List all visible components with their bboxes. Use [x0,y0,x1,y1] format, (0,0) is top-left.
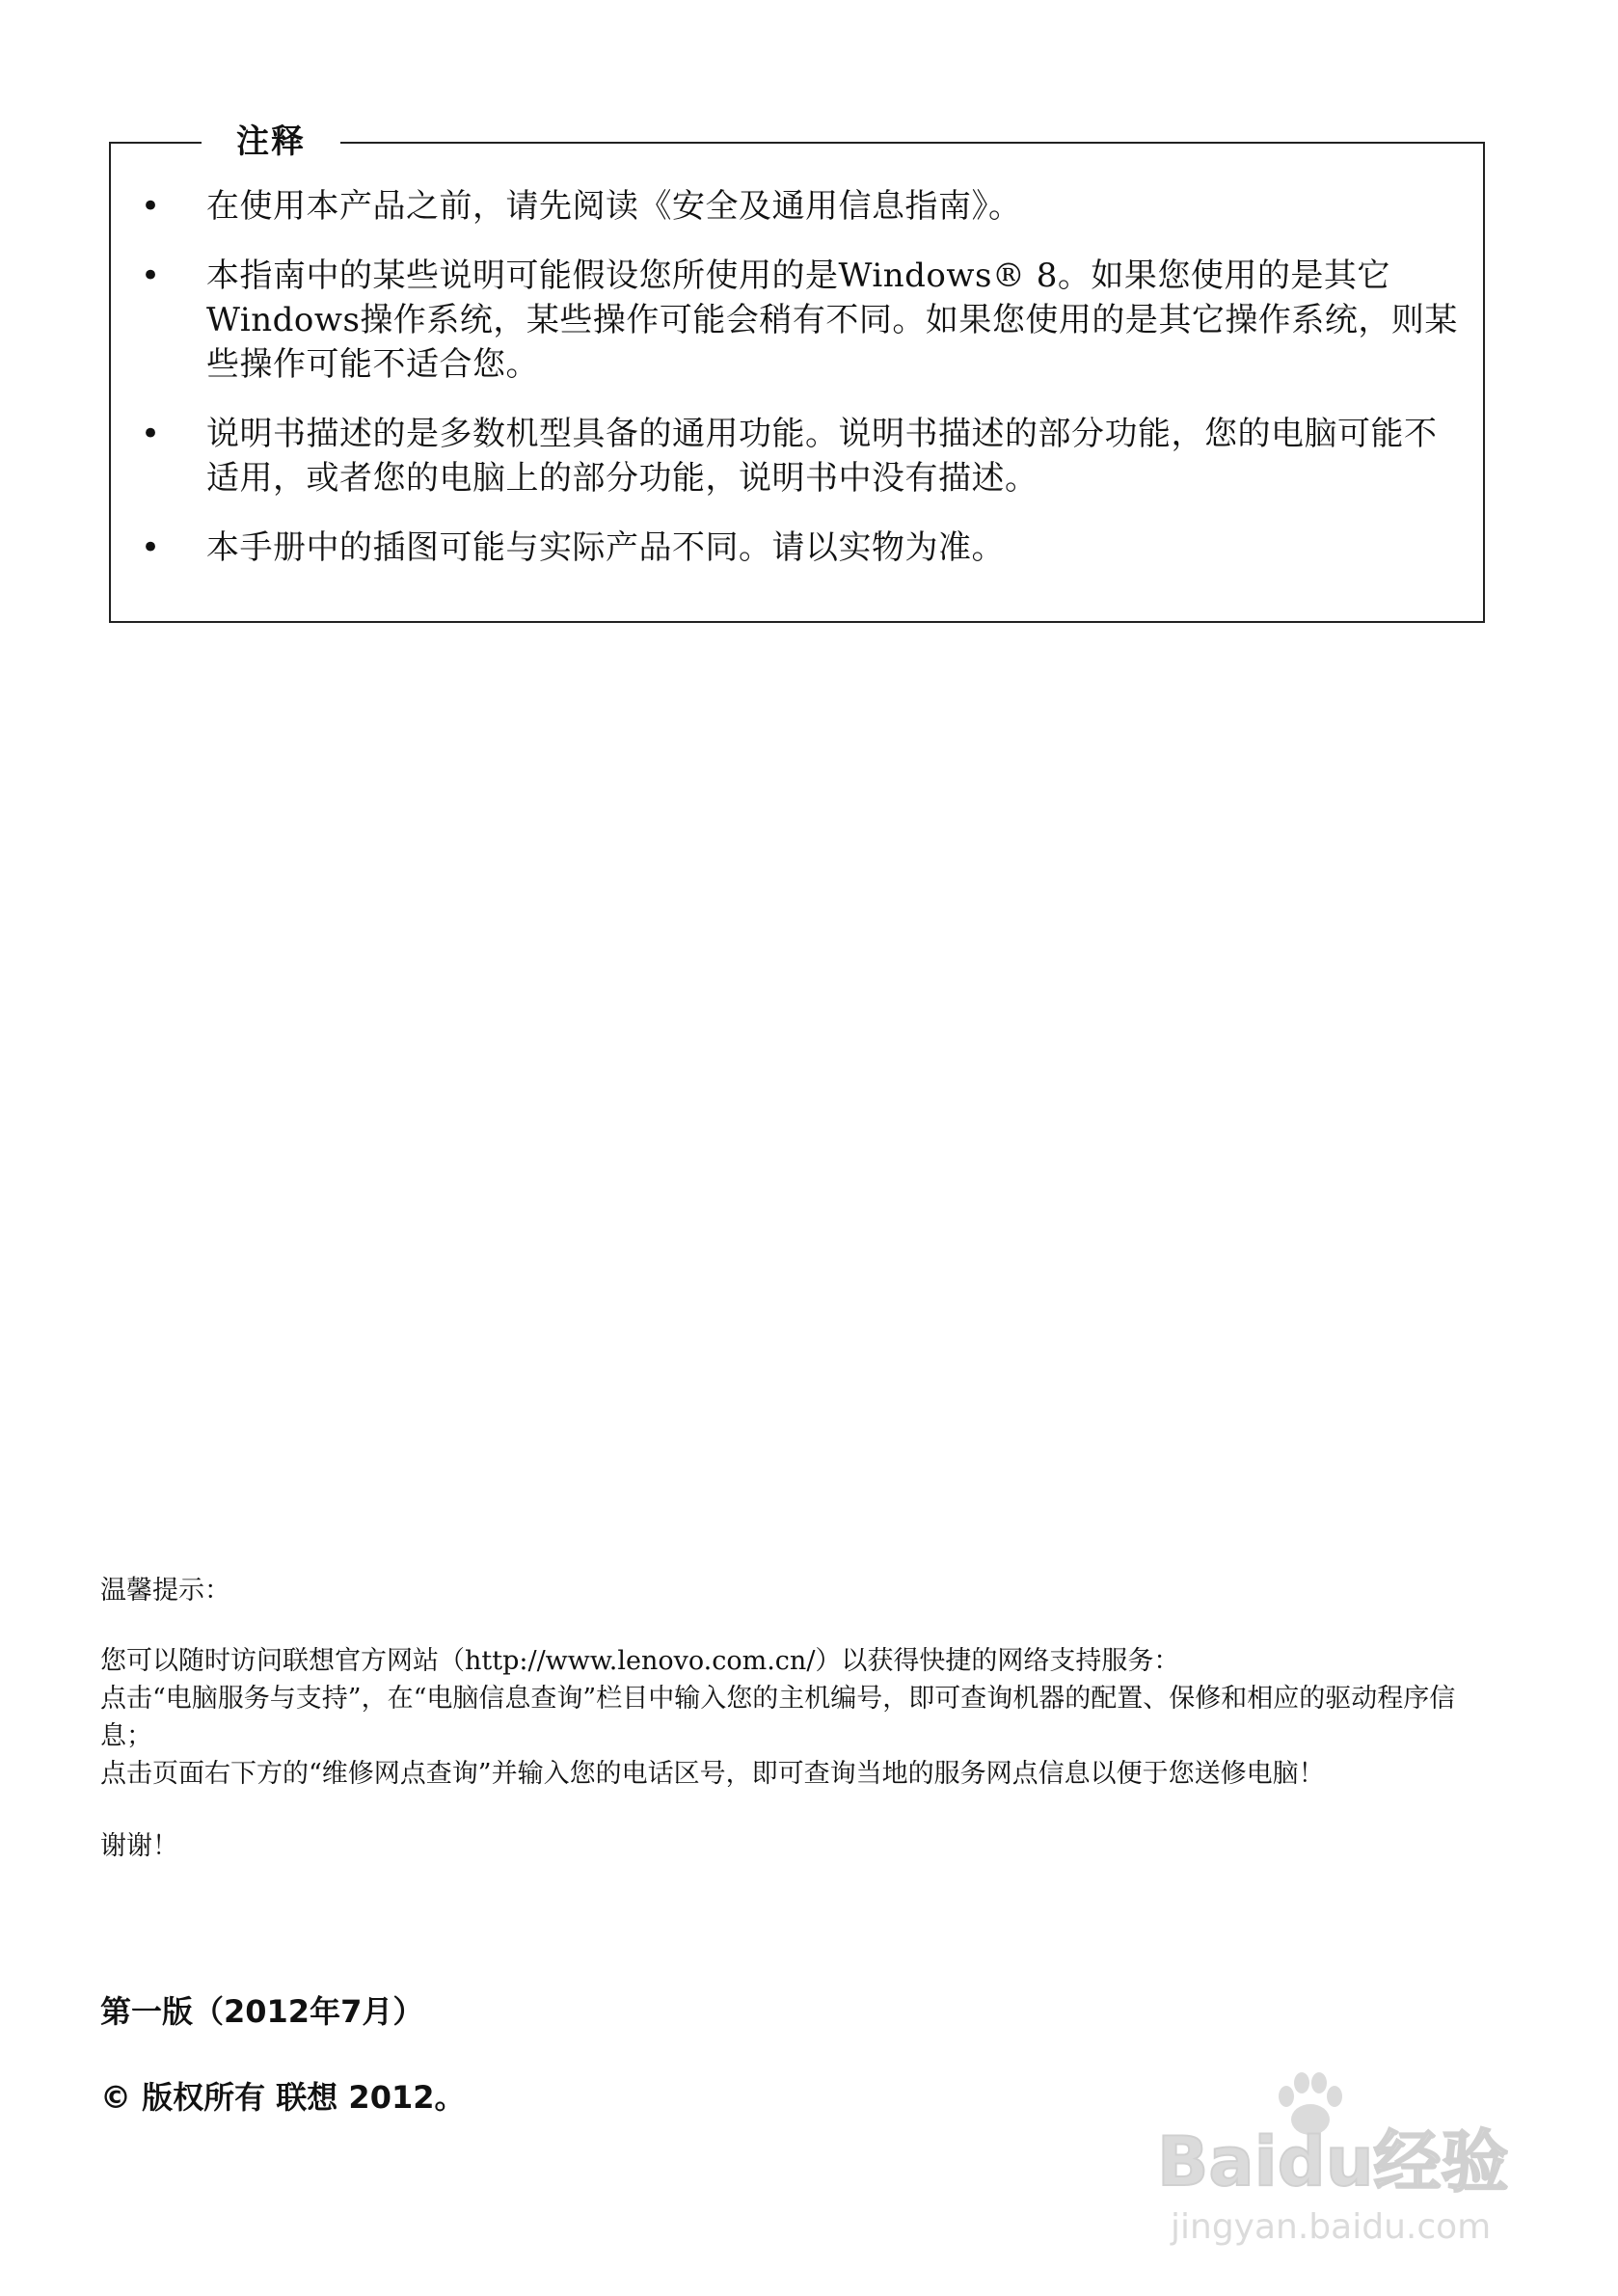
tips-heading: 温馨提示： [100,1576,230,1606]
bullet-icon: • [141,187,161,226]
bullet-icon: • [141,257,161,295]
watermark-brand: Baidu经验 [1157,2122,1509,2201]
tips-line-repair: 点击页面右下方的“维修网点查询”并输入您的电话区号，即可查询当地的服务网点信息以便于您送修电脑！ [100,1759,1325,1789]
tips-thanks: 谢谢！ [100,1831,178,1861]
note-item [111,254,1483,387]
note-text: 本指南中的某些说明可能假设您所使用的是Windows® 8。如果您使用的是其它Windows操作系统，某些操作可能会稍有不同。如果您使用的是其它操作系统，则某些操作可能不适合您。 [206,257,1458,384]
note-item [111,526,1483,570]
notes-list [111,184,1483,595]
notes-box [109,122,1485,623]
bullet-icon: • [141,415,161,453]
note-item [111,184,1483,229]
note-item [111,412,1483,500]
tips-line-website: 您可以随时访问联想官方网站（http://www.lenovo.com.cn/）以获得快捷的网络支持服务： [100,1646,1180,1676]
note-text: 本手册中的插图可能与实际产品不同。请以实物为准。 [206,528,1005,567]
watermark-url: jingyan.baidu.com [1171,2207,1492,2247]
note-text: 说明书描述的是多数机型具备的通用功能。说明书描述的部分功能，您的电脑可能不适用，或者您的电脑上的部分功能，说明书中没有描述。 [206,415,1438,498]
copyright-label: © 版权所有 联想 2012。 [100,2079,466,2116]
bullet-icon: • [141,528,161,567]
tips-section [100,1572,1489,1865]
notes-title: 注释 [202,115,340,169]
baidu-watermark [1153,2064,1539,2256]
tips-line-service: 点击“电脑服务与支持”，在“电脑信息查询”栏目中输入您的主机编号，即可查询机器的配置、保修和相应的驱动程序信息； [100,1684,1456,1751]
note-text: 在使用本产品之前，请先阅读《安全及通用信息指南》。 [206,187,1022,226]
edition-label: 第一版（2012年7月） [100,1993,424,2030]
